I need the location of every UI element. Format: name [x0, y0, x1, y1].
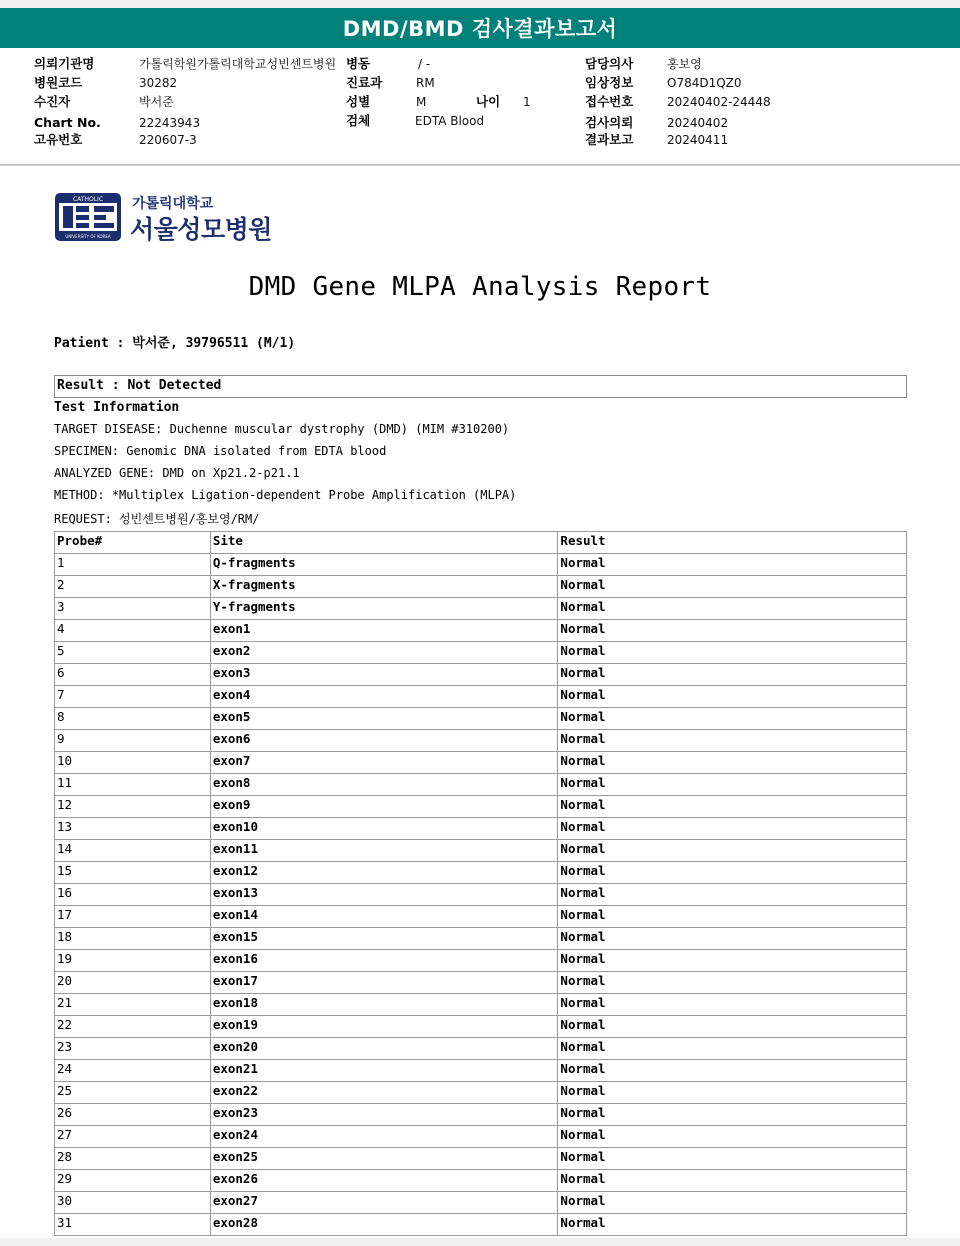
site-cell: exon6	[210, 730, 558, 752]
site-cell: exon27	[210, 1192, 558, 1214]
probe-number-cell: 21	[55, 994, 211, 1016]
emblem-subtext: UNIVERSITY OF KOREA	[65, 234, 111, 239]
probe-number-cell: 11	[55, 774, 211, 796]
result-cell: Normal	[558, 1192, 907, 1214]
site-cell: exon5	[210, 708, 558, 730]
probe-number-cell: 6	[55, 664, 211, 686]
table-row	[55, 1060, 907, 1082]
probe-number-cell: 29	[55, 1170, 211, 1192]
table-row	[55, 620, 907, 642]
table-row	[55, 862, 907, 884]
site-cell: exon24	[210, 1126, 558, 1148]
result-cell: Normal	[558, 752, 907, 774]
probe-number-cell: 3	[55, 598, 211, 620]
test-info-request: REQUEST: 성빈센트병원/홍보영/RM/	[54, 512, 260, 526]
probe-number-cell: 19	[55, 950, 211, 972]
result-cell: Normal	[558, 554, 907, 576]
probe-number-cell: 30	[55, 1192, 211, 1214]
site-cell: exon7	[210, 752, 558, 774]
result-cell: Normal	[558, 686, 907, 708]
site-cell: exon1	[210, 620, 558, 642]
emblem-text: CATHOLIC	[72, 196, 104, 203]
table-row	[55, 1192, 907, 1214]
site-cell: exon22	[210, 1082, 558, 1104]
receipt-no-label: 접수번호	[585, 94, 634, 109]
table-row	[55, 642, 907, 664]
result-cell: Normal	[558, 598, 907, 620]
result-cell: Normal	[558, 862, 907, 884]
table-row	[55, 950, 907, 972]
chart-no-label: Chart No.	[34, 115, 101, 130]
catholic-emblem-icon	[54, 192, 122, 242]
ward-value: / -	[418, 57, 431, 71]
report-date-label: 결과보고	[585, 132, 634, 147]
site-cell: exon12	[210, 862, 558, 884]
table-row	[55, 576, 907, 598]
table-row	[55, 1214, 907, 1236]
test-info-heading: Test Information	[54, 400, 180, 415]
probe-number-cell: 24	[55, 1060, 211, 1082]
table-row	[55, 554, 907, 576]
age-label: 나이	[476, 94, 501, 109]
site-cell: exon8	[210, 774, 558, 796]
probe-number-cell: 28	[55, 1148, 211, 1170]
result-cell: Normal	[558, 620, 907, 642]
probe-number-cell: 10	[55, 752, 211, 774]
department-value: RM	[416, 76, 435, 90]
report-heading: DMD Gene MLPA Analysis Report	[248, 272, 712, 302]
site-cell: exon18	[210, 994, 558, 1016]
table-row	[55, 686, 907, 708]
age-value: 1	[523, 95, 531, 109]
table-row	[55, 972, 907, 994]
result-cell: Normal	[558, 1148, 907, 1170]
probe-number-cell: 14	[55, 840, 211, 862]
table-row	[55, 1104, 907, 1126]
ward-label: 병동	[346, 56, 371, 71]
report-title-bar: DMD/BMD 검사결과보고서	[0, 8, 960, 48]
probe-number-cell: 16	[55, 884, 211, 906]
table-row	[55, 1170, 907, 1192]
probe-number-cell: 25	[55, 1082, 211, 1104]
header-result: Result	[558, 532, 907, 554]
probe-number-cell: 31	[55, 1214, 211, 1236]
table-row	[55, 1126, 907, 1148]
hospital-code-value: 30282	[139, 76, 178, 90]
result-cell: Normal	[558, 1126, 907, 1148]
probe-number-cell: 15	[55, 862, 211, 884]
result-cell: Normal	[558, 1214, 907, 1236]
receipt-no-value: 20240402-24448	[667, 95, 771, 109]
probe-number-cell: 23	[55, 1038, 211, 1060]
table-row	[55, 664, 907, 686]
result-cell: Normal	[558, 994, 907, 1016]
table-row	[55, 1148, 907, 1170]
site-cell: exon16	[210, 950, 558, 972]
result-cell: Normal	[558, 796, 907, 818]
site-cell: exon23	[210, 1104, 558, 1126]
probe-number-cell: 12	[55, 796, 211, 818]
table-row	[55, 906, 907, 928]
site-cell: exon17	[210, 972, 558, 994]
unique-no-value: 220607-3	[139, 133, 197, 147]
table-row	[55, 840, 907, 862]
site-cell: exon10	[210, 818, 558, 840]
sex-value: M	[416, 95, 427, 109]
examinee-value: 박서준	[139, 95, 174, 109]
result-cell: Normal	[558, 1170, 907, 1192]
table-row	[55, 708, 907, 730]
site-cell: exon3	[210, 664, 558, 686]
table-row	[55, 1016, 907, 1038]
result-cell: Normal	[558, 576, 907, 598]
result-cell: Normal	[558, 708, 907, 730]
table-row	[55, 1082, 907, 1104]
result-cell: Normal	[558, 950, 907, 972]
logo-university-name: 가톨릭대학교	[132, 196, 214, 212]
test-info-target-disease: TARGET DISEASE: Duchenne muscular dystrophy (DMD) (MIM #310200)	[54, 422, 510, 436]
table-row	[55, 994, 907, 1016]
request-date-label: 검사의뢰	[585, 115, 634, 130]
site-cell: exon25	[210, 1148, 558, 1170]
hospital-code-label: 병원코드	[34, 75, 83, 90]
site-cell: Y-fragments	[210, 598, 558, 620]
test-info-specimen: SPECIMEN: Genomic DNA isolated from EDTA blood	[54, 444, 387, 458]
examinee-label: 수진자	[34, 94, 71, 109]
probe-number-cell: 1	[55, 554, 211, 576]
site-cell: exon15	[210, 928, 558, 950]
site-cell: exon28	[210, 1214, 558, 1236]
unique-no-label: 고유번호	[34, 132, 83, 147]
result-cell: Normal	[558, 884, 907, 906]
site-cell: exon13	[210, 884, 558, 906]
site-cell: exon21	[210, 1060, 558, 1082]
institution-label: 의뢰기관명	[34, 56, 95, 71]
report-paper	[0, 165, 960, 1238]
site-cell: exon19	[210, 1016, 558, 1038]
patient-line: Patient : 박서준, 39796511 (M/1)	[54, 336, 296, 351]
result-cell: Normal	[558, 1060, 907, 1082]
probe-number-cell: 22	[55, 1016, 211, 1038]
result-cell: Normal	[558, 730, 907, 752]
table-row	[55, 730, 907, 752]
report-date-value: 20240411	[667, 133, 729, 147]
probe-number-cell: 5	[55, 642, 211, 664]
result-cell: Normal	[558, 906, 907, 928]
result-cell: Normal	[558, 928, 907, 950]
result-cell: Normal	[558, 1038, 907, 1060]
probe-number-cell: 7	[55, 686, 211, 708]
table-row	[55, 884, 907, 906]
site-cell: exon14	[210, 906, 558, 928]
probe-number-cell: 9	[55, 730, 211, 752]
result-cell: Normal	[558, 1016, 907, 1038]
hospital-logo	[54, 192, 274, 244]
probe-results-table	[54, 531, 907, 1236]
institution-value: 가톨릭학원가톨릭대학교성빈센트병원	[139, 57, 337, 71]
result-cell: Normal	[558, 774, 907, 796]
request-date-value: 20240402	[667, 116, 729, 130]
test-info-analyzed-gene: ANALYZED GENE: DMD on Xp21.2-p21.1	[54, 466, 300, 480]
result-cell: Normal	[558, 642, 907, 664]
specimen-label: 검체	[346, 113, 371, 128]
clinical-info-value: O784D1QZ0	[667, 76, 742, 90]
table-row	[55, 796, 907, 818]
probe-number-cell: 27	[55, 1126, 211, 1148]
table-row	[55, 598, 907, 620]
table-row	[55, 1038, 907, 1060]
logo-hospital-name: 서울성모병원	[130, 215, 272, 244]
chart-no-value: 22243943	[139, 116, 201, 130]
table-row	[55, 774, 907, 796]
table-row	[55, 818, 907, 840]
probe-number-cell: 18	[55, 928, 211, 950]
result-summary: Result : Not Detected	[54, 375, 907, 398]
site-cell: exon9	[210, 796, 558, 818]
result-cell: Normal	[558, 840, 907, 862]
site-cell: X-fragments	[210, 576, 558, 598]
clinical-info-label: 임상정보	[585, 75, 634, 90]
site-cell: exon11	[210, 840, 558, 862]
specimen-value: EDTA Blood	[415, 114, 485, 128]
result-cell: Normal	[558, 818, 907, 840]
probe-number-cell: 2	[55, 576, 211, 598]
result-cell: Normal	[558, 664, 907, 686]
table-row	[55, 928, 907, 950]
header-probe: Probe#	[55, 532, 211, 554]
probe-number-cell: 17	[55, 906, 211, 928]
site-cell: exon20	[210, 1038, 558, 1060]
site-cell: Q-fragments	[210, 554, 558, 576]
department-label: 진료과	[346, 75, 383, 90]
probe-number-cell: 4	[55, 620, 211, 642]
result-cell: Normal	[558, 1082, 907, 1104]
table-header-row	[55, 532, 907, 554]
header-site: Site	[210, 532, 558, 554]
header-info-panel	[0, 48, 960, 165]
doctor-value: 홍보영	[667, 57, 702, 71]
site-cell: exon4	[210, 686, 558, 708]
probe-number-cell: 8	[55, 708, 211, 730]
doctor-label: 담당의사	[585, 56, 634, 71]
table-row	[55, 752, 907, 774]
site-cell: exon2	[210, 642, 558, 664]
result-cell: Normal	[558, 972, 907, 994]
probe-number-cell: 13	[55, 818, 211, 840]
site-cell: exon26	[210, 1170, 558, 1192]
probe-number-cell: 26	[55, 1104, 211, 1126]
test-info-method: METHOD: *Multiplex Ligation-dependent Probe Amplification (MLPA)	[54, 488, 517, 502]
probe-number-cell: 20	[55, 972, 211, 994]
result-cell: Normal	[558, 1104, 907, 1126]
sex-label: 성별	[346, 94, 371, 109]
